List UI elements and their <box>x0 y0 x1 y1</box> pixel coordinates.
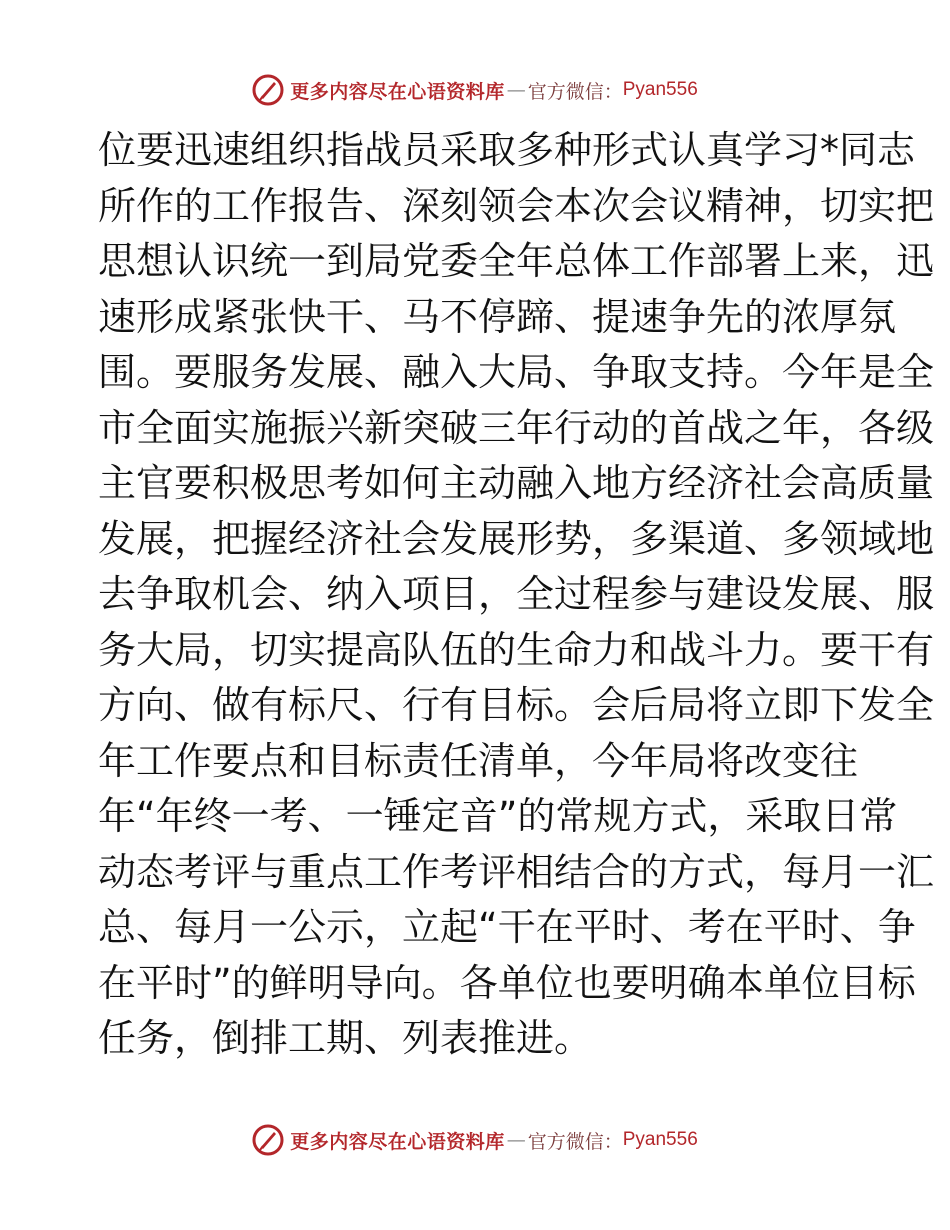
text-line: 速形成紧张快干、马不停蹄、提速争先的浓厚氛 <box>98 294 897 339</box>
header-banner <box>0 70 950 110</box>
text-line: 动态考评与重点工作考评相结合的方式，每月一汇 <box>98 849 935 894</box>
text-line: 务大局，切实提高队伍的生命力和战斗力。要干有 <box>98 627 935 672</box>
banner-dash: — <box>506 79 526 101</box>
text-line: 主官要积极思考如何主动融入地方经济社会高质量 <box>98 461 935 505</box>
red-quill-logo-icon <box>252 74 284 106</box>
text-line: 围。要服务发展、融入大局、争取支持。今年是全 <box>98 350 935 394</box>
banner-text: 更多内容尽在心语资料库 <box>290 80 505 103</box>
wechat-label: 官方微信： <box>527 1130 623 1153</box>
wechat-id: Pyan556 <box>622 79 698 100</box>
wechat-id: Pyan556 <box>622 1129 698 1150</box>
banner-text: 更多内容尽在心语资料库 <box>290 1130 505 1153</box>
footer-banner <box>0 1120 950 1160</box>
text-line: 所作的工作报告、深刻领会本次会议精神，切实把 <box>98 183 935 228</box>
red-quill-logo-icon <box>252 1124 284 1156</box>
body-paragraph <box>98 123 935 1067</box>
text-line: 发展，把握经济社会发展形势，多渠道、多领域地 <box>98 516 935 561</box>
text-line: 市全面实施振兴新突破三年行动的首战之年，各级 <box>98 405 935 450</box>
banner-dash: — <box>506 1129 526 1151</box>
text-line: 总、每月一公示，立起“干在平时、考在平时、争 <box>98 905 916 949</box>
text-line: 在平时”的鲜明导向。各单位也要明确本单位目标 <box>98 960 916 1005</box>
text-line: 位要迅速组织指战员采取多种形式认真学习*同志 <box>98 128 916 172</box>
text-line: 方向、做有标尺、行有目标。会后局将立即下发全 <box>98 683 935 727</box>
text-line: 年“年终一考、一锤定音”的常规方式，采取日常 <box>98 794 898 838</box>
text-line: 任务，倒排工期、列表推进。 <box>98 1016 593 1060</box>
text-line: 思想认识统一到局党委全年总体工作部署上来，迅 <box>98 239 935 283</box>
wechat-label: 官方微信： <box>527 80 623 103</box>
text-line: 年工作要点和目标责任清单，今年局将改变往 <box>98 738 859 783</box>
text-line: 去争取机会、纳入项目，全过程参与建设发展、服 <box>98 572 935 616</box>
